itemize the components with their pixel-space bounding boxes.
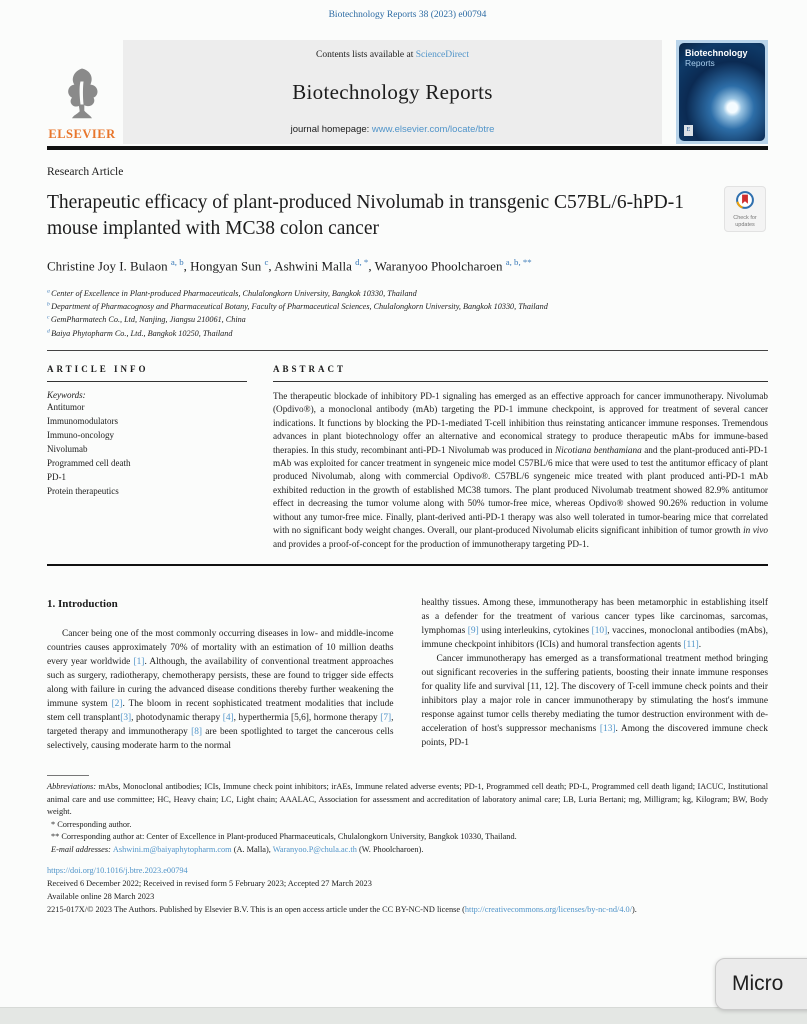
footnote-rule bbox=[47, 775, 89, 776]
inline-link[interactable]: [2] bbox=[111, 699, 123, 710]
abstract-heading: ABSTRACT bbox=[273, 363, 347, 374]
intro-column-2 bbox=[422, 596, 769, 753]
check-for-updates-icon bbox=[735, 190, 755, 215]
keyword: Immunomodulators bbox=[47, 415, 118, 426]
inline-link[interactable]: [8] bbox=[191, 727, 203, 738]
article-info-heading: ARTICLE INFO bbox=[47, 363, 149, 374]
contents-line: Contents lists available at ScienceDirect bbox=[315, 50, 469, 60]
keyword: PD-1 bbox=[47, 471, 67, 482]
inline-link[interactable]: [3] bbox=[120, 713, 132, 724]
inline-link[interactable]: [7] bbox=[380, 713, 392, 724]
article-info-column bbox=[47, 364, 247, 551]
homepage-line: journal homepage: www.elsevier.com/locate/btre bbox=[290, 124, 495, 135]
viewer-overlay-popup[interactable] bbox=[715, 958, 807, 1010]
keywords-list bbox=[47, 401, 247, 499]
abstract-text: The therapeutic blockade of inhibitory PD-1 signaling has emerged as an effective approach for cancer immunotherapy. Nivolumab (Opdivo®), a monoclonal antibody (mAb) targeting the PD-1 immune checkpoint, is approved for treatment of several cancer indications. It functions by blocking the PD-1-mediated T-cell inhibition thus reinstating anticancer immune responses. Tremendous advances in plant biotechnology offer an alternative and economical strategy to produce therapeutic mAbs for immune-based therapies. In this study, recombinant anti-PD-1 Nivolumab was produced in Nicotiana benthamiana and the plant-produced anti-PD-1 mAb was exploited for cancer treatment in syngeneic mice model C57BL/6 mice that were used to test the antitumor efficacy of plant produced Nivolumab, along with commercial Opdivo®. C57BL/6 syngeneic mice treated with plant produced anti-PD-1 mAb exhibited reduction in the growth of established MC38 tumors. The plant produced Nivolumab treatment showed 82.9% antitumor effect in decreasing the tumor volume along with 50% tumor-free mice, whereas Opdivo® showed 90.26% reduction in volume without any tumor-free mice. Finally, plant-derived anti-PD-1 therapy was also well tolerated in tumor-bearing mice that correlated with no significant body weight changes. Overall, our plant-produced Nivolumab elicits significant inhibition of tumor growth in vivo and provides a proof-of-concept for the production of immunotherapy targeting PD-1. bbox=[273, 390, 769, 549]
journal-title: Biotechnology Reports bbox=[292, 79, 493, 104]
inline-link[interactable]: [13] bbox=[599, 723, 616, 734]
cover-subtitle: Reports bbox=[685, 58, 715, 68]
corresponding-author-note: * Corresponding author. bbox=[51, 819, 132, 829]
keywords-label: Keywords: bbox=[47, 389, 86, 400]
journal-banner bbox=[123, 40, 662, 144]
intro-paragraph: Cancer being one of the most commonly occurring diseases in low- and middle-income countries causes approximately 70% of mortality with an estimation of 10 million deaths every year worldwide [1]. Although, the availability of conventional treatment approaches such as surgery, radiotherapy, chemotherapy persists, these are found to trigger side effects along with failure in curing the advanced disease conditions thereby further weakening the immune system [2]. The bloom in recent sophisticated treatment modalities that include stem cell transplant[3], photodynamic therapy [4], hyperthermia [5,6], hormone therapy [7], targeted therapy and immunotherapy [8] are been spotlighted to target the cancerous cells selectively, causing moderate harm to the normal bbox=[47, 629, 394, 752]
journal-cover-art bbox=[679, 43, 765, 141]
affiliation: $^d$ Baiya Phytopharm Co., Ltd., Bangkok 10250, Thailand bbox=[47, 327, 233, 338]
intro-column-1 bbox=[47, 596, 394, 753]
affiliation: $^b$ Department of Pharmacognosy and Pharmaceutical Botany, Faculty of Pharmaceutical Sciences, Chulalongkorn University, Bangkok 10330, Thailand bbox=[47, 301, 548, 312]
affiliation: $^a$ Center of Excellence in Plant-produced Pharmaceuticals, Chulalongkorn University, Bangkok 10330, Thailand bbox=[47, 288, 417, 298]
masthead bbox=[47, 40, 768, 144]
badge-label-line1: Check for bbox=[733, 214, 757, 221]
keyword: Protein therapeutics bbox=[47, 485, 119, 496]
email-addresses: E-mail addresses: Ashwini.m@baiyaphytopharm.com (A. Malla), Waranyoo.P@chula.ac.th (W. Phoolcharoen). bbox=[51, 844, 424, 854]
publication-info bbox=[47, 865, 768, 916]
inline-link[interactable]: [10] bbox=[591, 625, 608, 636]
section-divider bbox=[47, 350, 768, 351]
check-for-updates-badge[interactable] bbox=[724, 186, 766, 232]
inline-link[interactable]: [1] bbox=[133, 657, 145, 668]
cover-elsevier-mark: E bbox=[684, 125, 693, 136]
elsevier-tree-icon bbox=[59, 66, 105, 125]
heading-rule bbox=[47, 381, 247, 382]
elsevier-wordmark: ELSEVIER bbox=[48, 127, 116, 141]
affiliation: $^c$ GemPharmatech Co., Ltd, Nanjing, Jiangsu 210061, China bbox=[47, 314, 246, 325]
heading-rule bbox=[273, 381, 768, 382]
license-line: 2215-017X/© 2023 The Authors. Published by Elsevier B.V. This is an open access article under the CC BY-NC-ND license (http://creativecommons.org/licenses/by-nc-nd/4.0/). bbox=[47, 904, 637, 914]
authors-line: Christine Joy I. Bulaon $^{a, b}$, Hongyan Sun $^c$, Ashwini Malla $^{d, *}$, Waranyoo Phoolcharoen $^{a, b, **}$ bbox=[47, 257, 532, 274]
available-online: Available online 28 March 2023 bbox=[47, 891, 155, 901]
keyword: Nivolumab bbox=[47, 443, 88, 454]
inline-link[interactable]: ScienceDirect bbox=[415, 50, 469, 60]
keyword: Programmed cell death bbox=[47, 457, 131, 468]
inline-link[interactable]: [9] bbox=[467, 625, 479, 636]
corresponding-author-note-2: ** Corresponding author at: Center of Excellence in Plant-produced Pharmaceuticals, Chulalongkorn University, Bangkok 10330, Thailand. bbox=[51, 832, 517, 842]
inline-link[interactable]: www.elsevier.com/locate/btre bbox=[371, 124, 495, 135]
article-type: Research Article bbox=[47, 166, 124, 178]
viewer-bottom-bar bbox=[0, 1007, 807, 1024]
inline-link[interactable]: http://creativecommons.org/licenses/by-nc-nd/4.0/ bbox=[464, 904, 633, 914]
affiliations-list bbox=[47, 287, 768, 340]
footnotes bbox=[47, 775, 768, 856]
inline-link[interactable]: Ashwini.m@baiyaphytopharm.com bbox=[112, 844, 232, 854]
badge-label-line2: updates bbox=[735, 221, 755, 228]
inline-link[interactable]: [4] bbox=[222, 713, 234, 724]
intro-paragraph: healthy tissues. Among these, immunotherapy has been metamorphic in establishing itself as a defender for the treatment of various cancer types like carcinomas, sarcomas, lymphomas [9] using interleukins, cytokines [10], vaccines, monoclonal antibodies (mAbs), immune checkpoint inhibitors (ICIs) and humoral transfection agents [11]. bbox=[421, 597, 768, 650]
intro-paragraph: Cancer immunotherapy has emerged as a transformational treatment method bringing out significant recoveries in the suffering patients, boosting their innate immune responses for quality life and survival [11, 12]. The discovery of T-cell immune check points and their inhibitors play a major role in cancer immunotherapy by stimulating the host's immune response against tumor cells thereby mediating the tumor destruction environment with de-acceleration of host's suppressor mechanisms [13]. Among the discovered immune check points, PD-1 bbox=[421, 653, 768, 748]
abstract-column bbox=[273, 364, 768, 551]
cover-title: Biotechnology bbox=[685, 48, 748, 58]
keyword: Antitumor bbox=[47, 401, 85, 412]
masthead-divider bbox=[47, 146, 768, 150]
abbreviations-note: Abbreviations: mAbs, Monoclonal antibodies; ICIs, Immune check point inhibitors; irAEs, Immune related adverse events; PD-1, Programmed cell death; PD-L, Programmed cell death ligand; IACUC, Institutional animal care and use committee; HC, Heavy chain; LC, Light chain; AAALAC, Association for assessment and accreditation of laboratory animal care; LB, Luria Bertani; mg, Milligram; kg, Kilogram; BW, Body weight. bbox=[47, 782, 768, 817]
overlay-label: Micro bbox=[732, 972, 784, 995]
inline-link[interactable]: Waranyoo.P@chula.ac.th bbox=[272, 844, 357, 854]
received-dates: Received 6 December 2022; Received in revised form 5 February 2023; Accepted 27 March 2023 bbox=[47, 878, 372, 888]
doi-link[interactable]: https://doi.org/10.1016/j.btre.2023.e00794 bbox=[47, 865, 188, 875]
article-title: Therapeutic efficacy of plant-produced Nivolumab in transgenic C57BL/6-hPD-1 mouse implanted with MC38 colon cancer bbox=[47, 192, 684, 239]
journal-citation: Biotechnology Reports 38 (2023) e00794 bbox=[328, 10, 487, 20]
journal-cover[interactable] bbox=[676, 40, 768, 144]
keyword: Immuno-oncology bbox=[47, 429, 114, 440]
inline-link[interactable]: [11] bbox=[683, 639, 699, 650]
introduction-heading: 1. Introduction bbox=[47, 597, 118, 610]
elsevier-logo[interactable] bbox=[47, 40, 117, 144]
abstract-bottom-divider bbox=[47, 564, 768, 566]
